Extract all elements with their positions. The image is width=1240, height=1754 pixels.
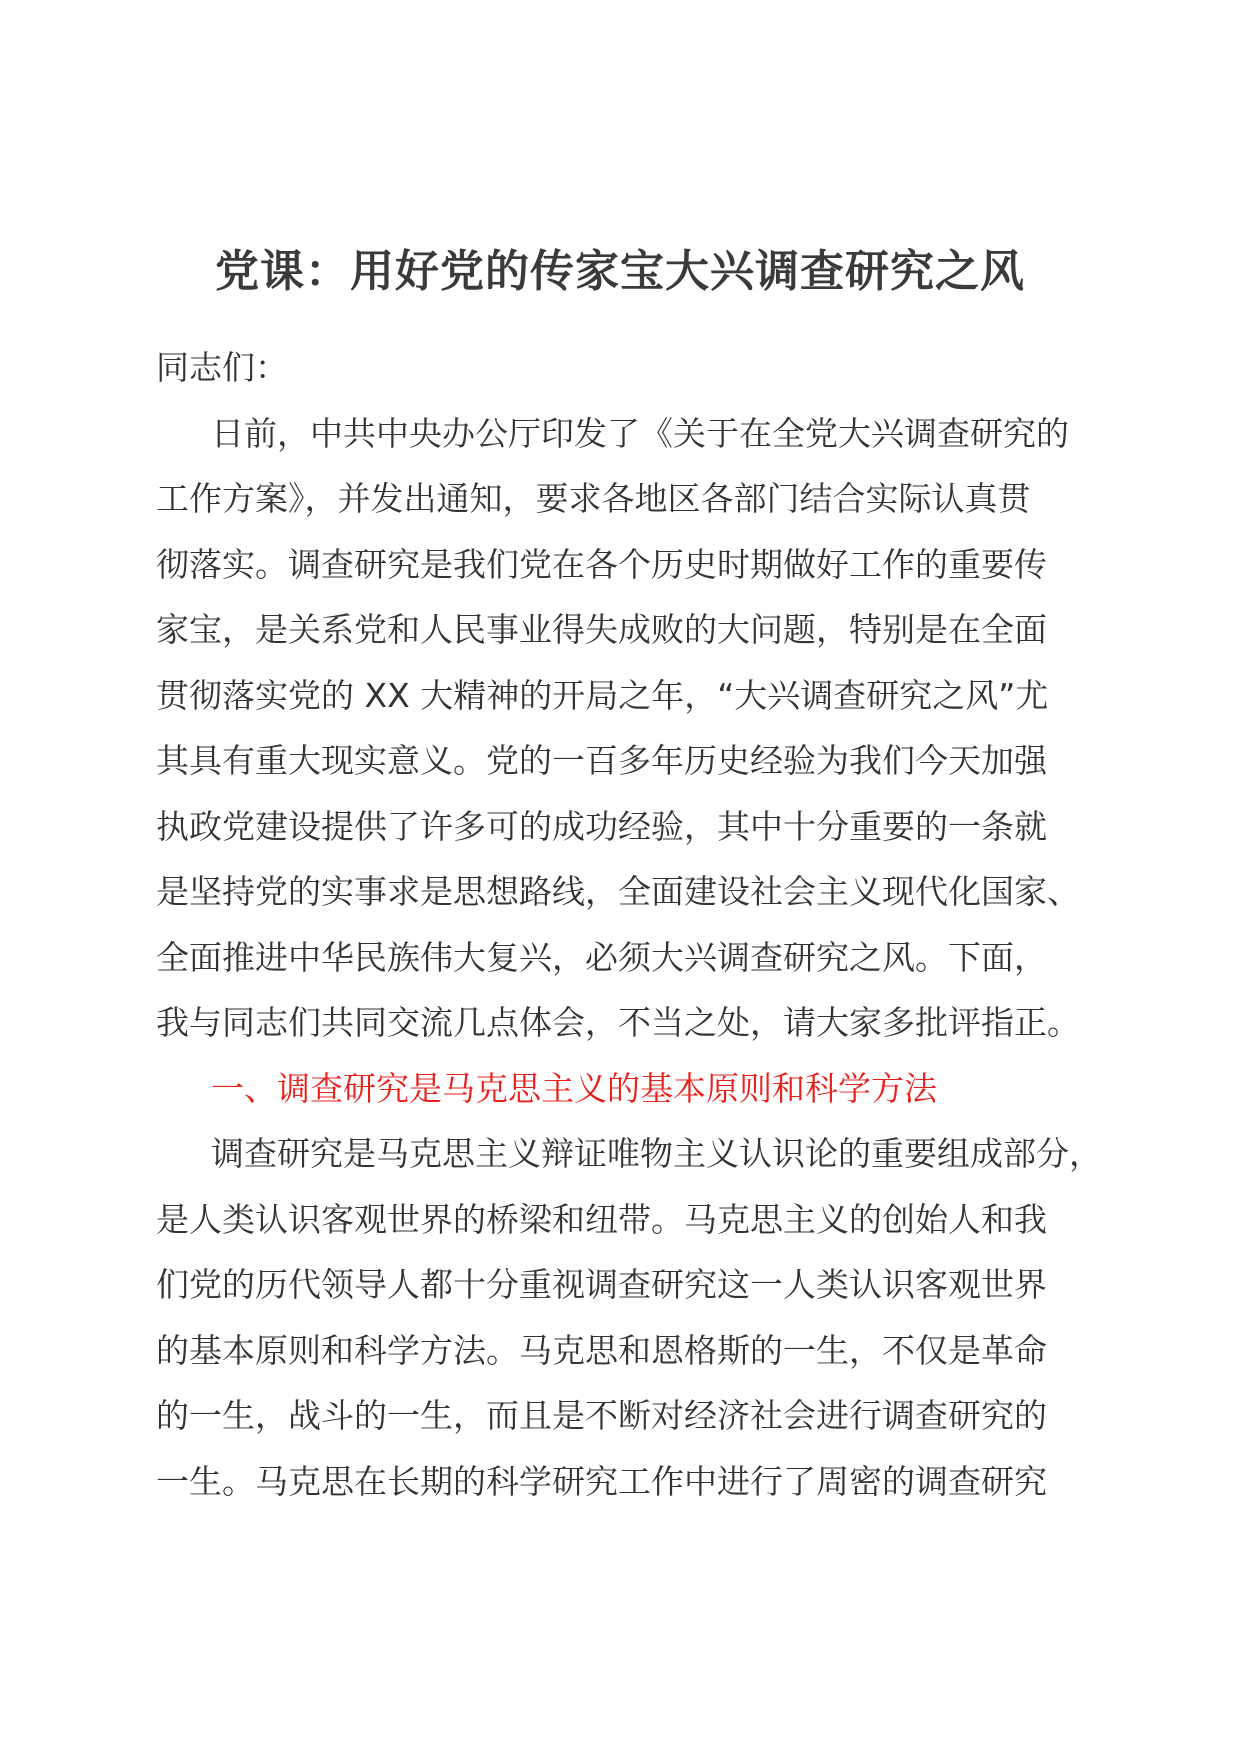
section-heading: 一、调查研究是马克思主义的基本原则和科学方法: [211, 1068, 937, 1108]
paragraph-line: 执政党建设提供了许多可的成功经验，其中十分重要的一条就: [156, 806, 1047, 846]
paragraph-2: [156, 1121, 1102, 1514]
paragraph-line: 们党的历代领导人都十分重视调查研究这一人类认识客观世界: [156, 1265, 1047, 1304]
paragraph-line: 我与同志们共同交流几点体会，不当之处，请大家多批评指正。: [156, 1003, 1080, 1042]
paragraph-line: 是人类认识客观世界的桥梁和纽带。马克思主义的创始人和我: [156, 1199, 1047, 1239]
paragraph-1: [156, 401, 1096, 1056]
paragraph-line: 彻落实。调查研究是我们党在各个历史时期做好工作的重要传: [156, 544, 1047, 584]
greeting: 同志们：: [156, 348, 288, 387]
document-body: [156, 335, 1102, 1514]
paragraph-line: 工作方案》，并发出通知，要求各地区各部门结合实际认真贯: [156, 479, 1031, 518]
document-title: 党课：用好党的传家宝大兴调查研究之风: [215, 246, 1025, 297]
paragraph-line: 的基本原则和科学方法。马克思和恩格斯的一生，不仅是革命: [156, 1330, 1047, 1370]
paragraph-line: 家宝，是关系党和人民事业得失成败的大问题，特别是在全面: [156, 610, 1047, 649]
paragraph-line: 其具有重大现实意义。党的一百多年历史经验为我们今天加强: [156, 741, 1047, 780]
paragraph-line: 日前，中共中央办公厅印发了《关于在全党大兴调查研究的: [211, 413, 1069, 453]
paragraph-line: 的一生，战斗的一生，而且是不断对经济社会进行调查研究的: [156, 1396, 1047, 1435]
paragraph-line: 调查研究是马克思主义辩证唯物主义认识论的重要组成部分，: [211, 1134, 1102, 1173]
paragraph-line: 一生。马克思在长期的科学研究工作中进行了周密的调查研究: [156, 1461, 1047, 1501]
paragraph-line: 贯彻落实党的 XX 大精神的开局之年，“大兴调查研究之风”尤: [156, 675, 1049, 715]
paragraph-line: 全面推进中华民族伟大复兴，必须大兴调查研究之风。下面，: [156, 937, 1047, 977]
paragraph-line: 是坚持党的实事求是思想路线，全面建设社会主义现代化国家、: [156, 872, 1080, 911]
